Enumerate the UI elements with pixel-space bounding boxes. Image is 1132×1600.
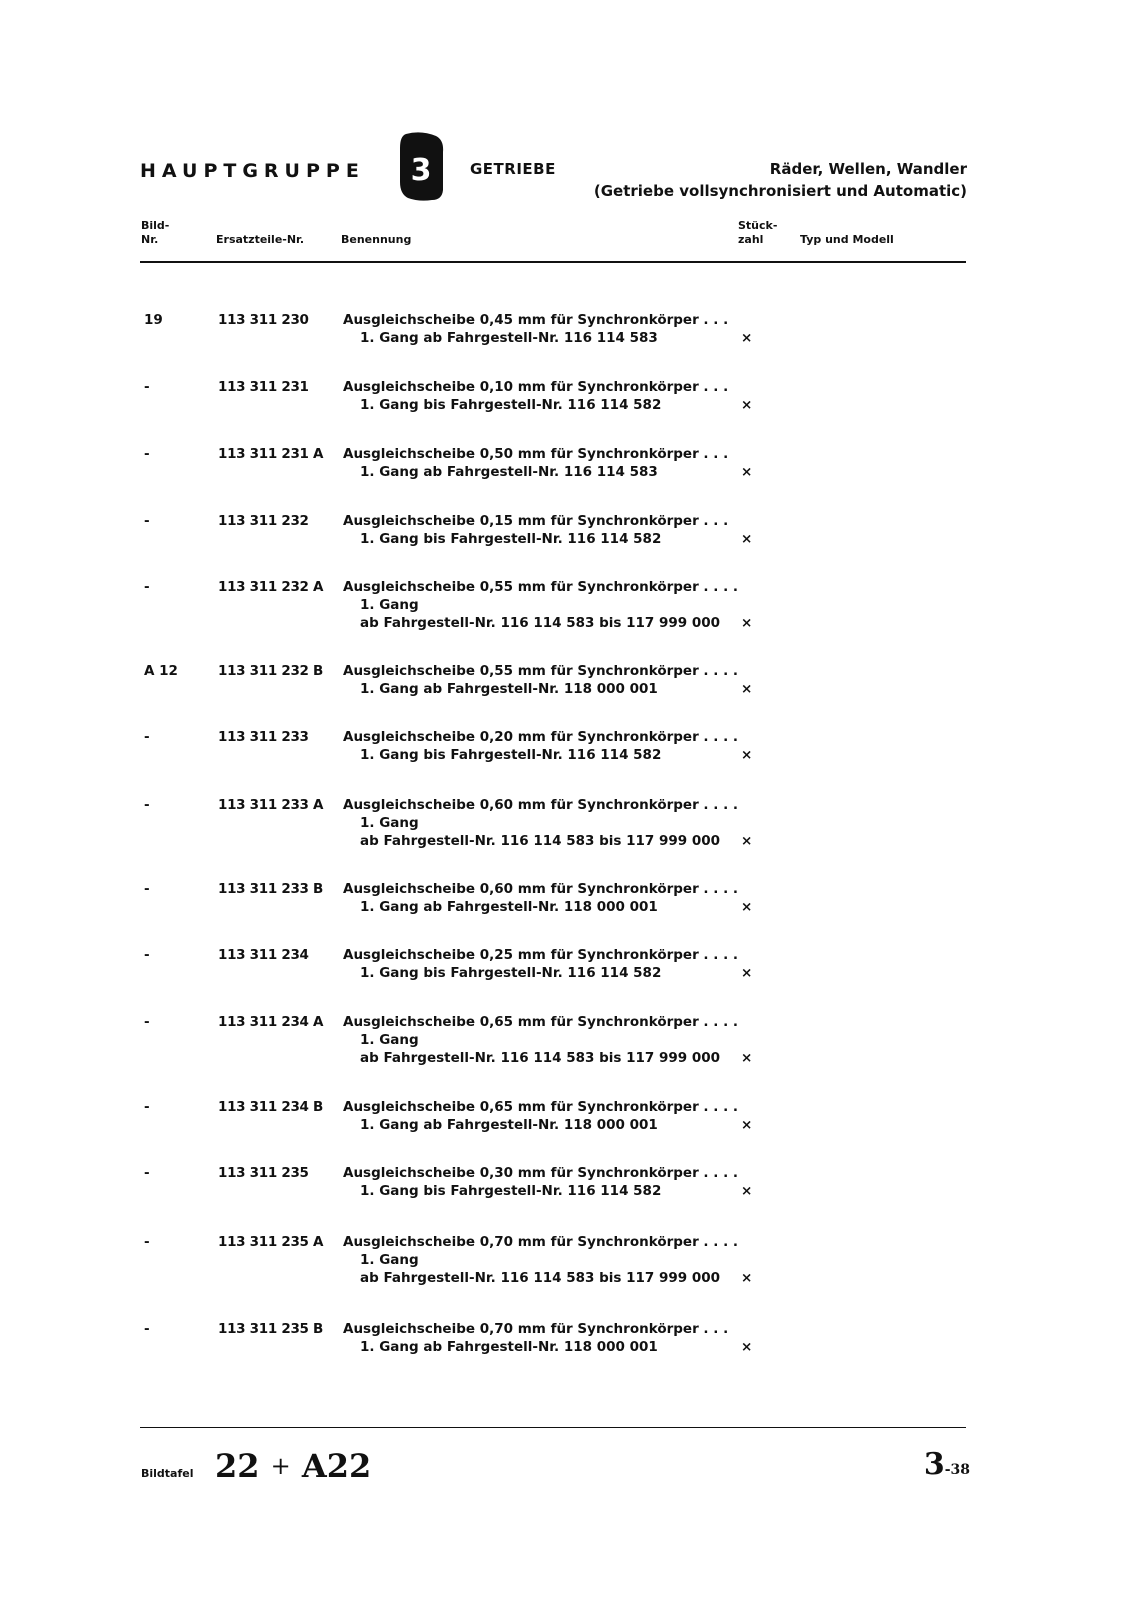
row-description-sub: 1. Gang [360,597,419,613]
row-bild-nr: - [144,1234,150,1250]
column-header-bild-line2: Nr. [141,233,159,246]
row-description-sub: ab Fahrgestell-Nr. 116 114 583 bis 117 999 000 [360,1050,721,1066]
row-description [343,311,729,347]
row-description-sub: 1. Gang ab Fahrgestell-Nr. 118 000 001 [360,899,658,915]
row-description-main: Ausgleichscheibe 0,65 mm für Synchronkörper . . . . [343,1099,739,1115]
page-number [924,1447,970,1482]
row-description [343,512,729,548]
row-quantity: × [741,1050,753,1066]
row-description-sub: ab Fahrgestell-Nr. 116 114 583 bis 117 999 000 [360,833,721,849]
row-description [343,728,739,764]
header-divider [140,261,966,263]
row-description-main: Ausgleichscheibe 0,70 mm für Synchronkörper . . . . [343,1234,739,1250]
row-quantity: × [741,1117,753,1133]
row-description-main: Ausgleichscheibe 0,60 mm für Synchronkörper . . . . [343,881,739,897]
row-part-number: 113 311 234 [218,947,309,963]
footer-divider [140,1427,966,1428]
column-header-stueck-line2: zahl [738,233,764,246]
page-title [594,158,967,202]
row-description [343,578,739,632]
row-description-sub: 1. Gang ab Fahrgestell-Nr. 116 114 583 [360,464,658,480]
plate-number-b: A22 [301,1447,372,1485]
row-description-sub: 1. Gang ab Fahrgestell-Nr. 116 114 583 [360,330,658,346]
row-description-main: Ausgleichscheibe 0,60 mm für Synchronkörper . . . . [343,797,739,813]
plate-label: Bildtafel [141,1467,194,1480]
row-description [343,1164,739,1200]
page-title-line2: (Getriebe vollsynchronisiert und Automatic) [593,182,967,200]
row-part-number: 113 311 230 [218,312,309,328]
row-quantity: × [741,681,753,697]
row-part-number: 113 311 231 [218,379,309,395]
row-bild-nr: A 12 [144,663,178,679]
row-description-main: Ausgleichscheibe 0,25 mm für Synchronkörper . . . . [343,947,739,963]
row-bild-nr: - [144,1321,150,1337]
column-header-bild [141,219,169,247]
row-quantity: × [741,464,753,480]
row-description-sub: 1. Gang bis Fahrgestell-Nr. 116 114 582 [360,1183,662,1199]
row-description-sub: 1. Gang ab Fahrgestell-Nr. 118 000 001 [360,1117,658,1133]
row-part-number: 113 311 231 A [218,446,324,462]
row-bild-nr: - [144,1099,150,1115]
row-quantity: × [741,531,753,547]
row-description-main: Ausgleichscheibe 0,30 mm für Synchronkörper . . . . [343,1165,739,1181]
row-bild-nr: - [144,797,150,813]
row-part-number: 113 311 232 B [218,663,324,679]
row-quantity: × [741,1339,753,1355]
row-part-number: 113 311 235 A [218,1234,324,1250]
page-title-line1: Räder, Wellen, Wandler [769,160,967,178]
row-quantity: × [741,899,753,915]
row-part-number: 113 311 235 B [218,1321,324,1337]
row-quantity: × [741,615,753,631]
row-description-main: Ausgleichscheibe 0,20 mm für Synchronkörper . . . . [343,729,739,745]
row-description [343,796,739,850]
row-quantity: × [741,747,753,763]
row-bild-nr: - [144,947,150,963]
group-label: HAUPTGRUPPE [140,160,365,182]
row-quantity: × [741,965,753,981]
row-part-number: 113 311 233 [218,729,309,745]
row-part-number: 113 311 234 A [218,1014,324,1030]
row-description [343,1320,729,1356]
column-header-stueck-line1: Stück- [738,219,778,232]
row-description-sub: 1. Gang [360,1032,419,1048]
row-description-main: Ausgleichscheibe 0,65 mm für Synchronkörper . . . . [343,1014,739,1030]
row-description-main: Ausgleichscheibe 0,10 mm für Synchronkörper . . . [343,379,729,395]
row-description [343,946,739,982]
row-description-main: Ausgleichscheibe 0,45 mm für Synchronkörper . . . [343,312,729,328]
row-description-sub: 1. Gang bis Fahrgestell-Nr. 116 114 582 [360,531,662,547]
column-header-stueckzahl [738,219,777,247]
row-description-main: Ausgleichscheibe 0,55 mm für Synchronkörper . . . . [343,663,739,679]
row-description-sub: 1. Gang ab Fahrgestell-Nr. 118 000 001 [360,1339,658,1355]
row-bild-nr: - [144,379,150,395]
row-description [343,1013,739,1067]
row-description-sub: 1. Gang ab Fahrgestell-Nr. 118 000 001 [360,681,658,697]
row-bild-nr: - [144,579,150,595]
row-description-sub: ab Fahrgestell-Nr. 116 114 583 bis 117 999 000 [360,615,721,631]
column-header-bild-line1: Bild- [141,219,170,232]
group-number-badge [398,132,444,202]
page-number-suffix: -38 [944,1462,970,1478]
row-description-sub: 1. Gang bis Fahrgestell-Nr. 116 114 582 [360,747,662,763]
row-part-number: 113 311 232 [218,513,309,529]
row-description-sub: 1. Gang bis Fahrgestell-Nr. 116 114 582 [360,397,662,413]
row-quantity: × [741,1270,753,1286]
row-bild-nr: - [144,513,150,529]
row-description-main: Ausgleichscheibe 0,70 mm für Synchronkörper . . . [343,1321,729,1337]
group-number: 3 [410,153,432,188]
row-quantity: × [741,1183,753,1199]
row-description [343,378,729,414]
row-part-number: 113 311 233 A [218,797,324,813]
row-bild-nr: - [144,1165,150,1181]
column-header-benennung: Benennung [341,233,412,246]
row-description [343,1098,739,1134]
row-bild-nr: - [144,446,150,462]
row-description-main: Ausgleichscheibe 0,15 mm für Synchronkörper . . . [343,513,729,529]
row-bild-nr: - [144,881,150,897]
row-description-main: Ausgleichscheibe 0,55 mm für Synchronkörper . . . . [343,579,739,595]
row-quantity: × [741,397,753,413]
row-part-number: 113 311 235 [218,1165,309,1181]
section-title: GETRIEBE [470,160,556,178]
row-part-number: 113 311 232 A [218,579,324,595]
column-header-ersatzteil: Ersatzteile-Nr. [216,233,305,246]
row-description [343,662,739,698]
row-description [343,1233,739,1287]
row-part-number: 113 311 234 B [218,1099,324,1115]
row-bild-nr: - [144,729,150,745]
column-header-typ: Typ und Modell [800,233,894,246]
row-quantity: × [741,833,753,849]
row-description-main: Ausgleichscheibe 0,50 mm für Synchronkörper . . . [343,446,729,462]
row-description-sub: 1. Gang [360,1252,419,1268]
plate-number [215,1447,371,1485]
row-description-sub: 1. Gang [360,815,419,831]
plate-number-a: 22 [215,1447,260,1485]
plate-plus: + [270,1452,291,1480]
row-description-sub: 1. Gang bis Fahrgestell-Nr. 116 114 582 [360,965,662,981]
row-bild-nr: - [144,1014,150,1030]
row-description-sub: ab Fahrgestell-Nr. 116 114 583 bis 117 999 000 [360,1270,721,1286]
row-part-number: 113 311 233 B [218,881,324,897]
page-number-main: 3 [923,1447,945,1482]
row-quantity: × [741,330,753,346]
row-bild-nr: 19 [144,312,163,328]
row-description [343,445,729,481]
row-description [343,880,739,916]
